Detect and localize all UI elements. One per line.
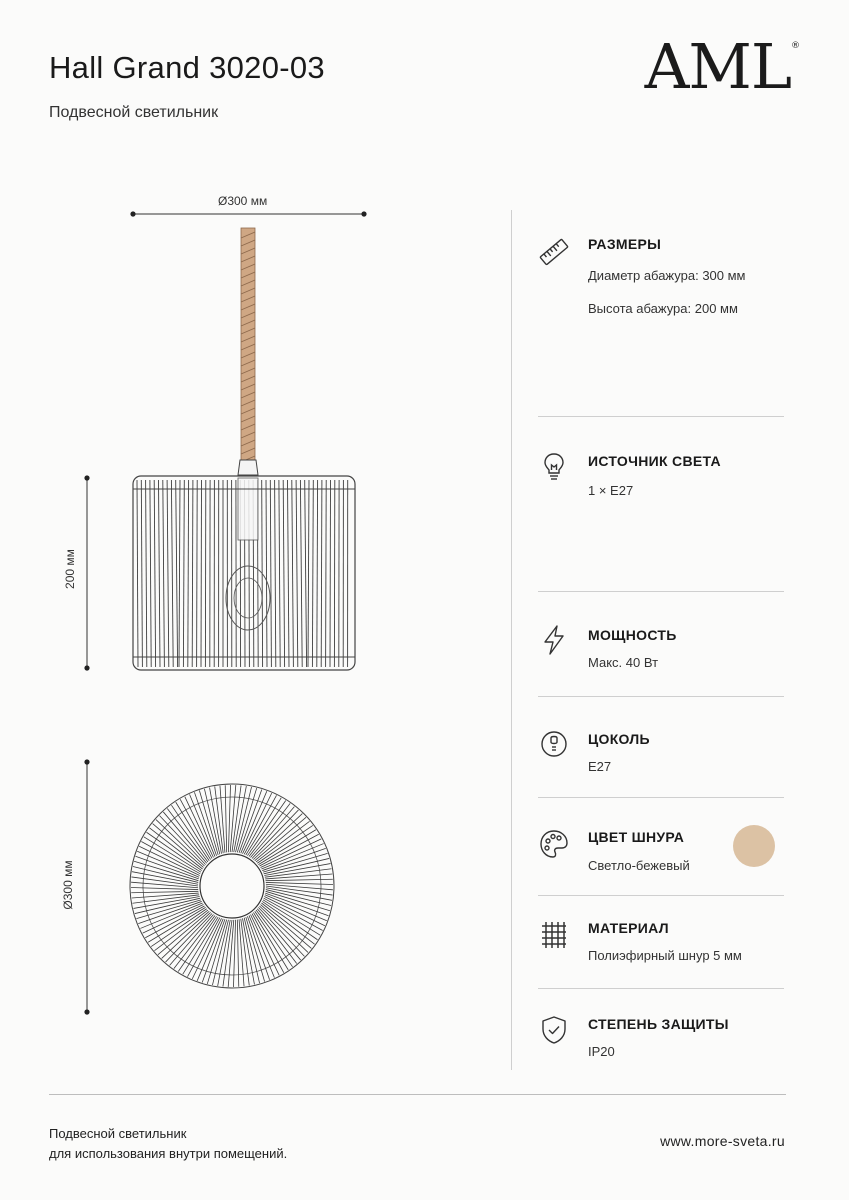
brand-name: AML: [644, 30, 791, 103]
registered-mark: ®: [791, 41, 799, 51]
footer-line-2: для использования внутри помещений.: [49, 1146, 288, 1162]
lightbulb-icon: [538, 450, 570, 482]
spec-separator: [538, 797, 784, 798]
spec-separator: [538, 895, 784, 896]
height-label: 200 мм: [63, 549, 77, 589]
spec-dimensions-title: РАЗМЕРЫ: [588, 236, 662, 252]
shield-check-icon: [538, 1014, 570, 1046]
website-link[interactable]: www.more-sveta.ru: [660, 1133, 785, 1149]
spec-power-title: МОЩНОСТЬ: [588, 627, 677, 643]
spec-protection-value: IP20: [588, 1044, 615, 1059]
shade-top-view: [130, 784, 334, 988]
footer-description: [49, 1124, 287, 1164]
column-divider: [511, 210, 512, 1070]
footer-line-1: Подвесной светильник: [49, 1126, 187, 1141]
spec-cord-color-value: Светло-бежевый: [588, 858, 690, 873]
spec-shade-diameter: Диаметр абажура: 300 мм: [588, 268, 746, 283]
footer-divider: [49, 1094, 786, 1095]
spec-material-value: Полиэфирный шнур 5 мм: [588, 948, 742, 963]
spec-separator: [538, 696, 784, 697]
weave-icon: [538, 918, 570, 950]
spec-separator: [538, 416, 784, 417]
spec-shade-height: Высота абажура: 200 мм: [588, 301, 738, 316]
spec-material-title: МАТЕРИАЛ: [588, 920, 669, 936]
spec-power-value: Макс. 40 Вт: [588, 655, 659, 670]
spec-socket-title: ЦОКОЛЬ: [588, 731, 650, 747]
product-title: Hall Grand 3020-03: [49, 50, 325, 85]
spec-separator: [538, 988, 784, 989]
diameter-label: Ø300 мм: [61, 860, 75, 910]
spec-separator: [538, 591, 784, 592]
pendant-cord: [241, 228, 255, 462]
socket-icon: [538, 728, 570, 760]
spec-light-source-title: ИСТОЧНИК СВЕТА: [588, 453, 721, 469]
shade-connector: [238, 460, 258, 475]
diameter-dimension: [84, 759, 89, 1014]
width-label: Ø300 мм: [218, 194, 268, 208]
height-dimension: [84, 475, 89, 670]
cord-color-swatch: [733, 825, 775, 867]
spec-cord-color-title: ЦВЕТ ШНУРА: [588, 829, 685, 845]
lightning-icon: [538, 624, 570, 656]
shade-side-view: [133, 476, 355, 670]
product-subtitle: Подвесной светильник: [49, 104, 219, 121]
spec-protection-title: СТЕПЕНЬ ЗАЩИТЫ: [588, 1016, 729, 1032]
width-dimension: [130, 211, 366, 216]
spec-light-source-value: 1 × E27: [588, 483, 634, 498]
ruler-icon: [538, 236, 570, 268]
palette-icon: [538, 828, 570, 860]
spec-socket-value: E27: [588, 759, 612, 774]
